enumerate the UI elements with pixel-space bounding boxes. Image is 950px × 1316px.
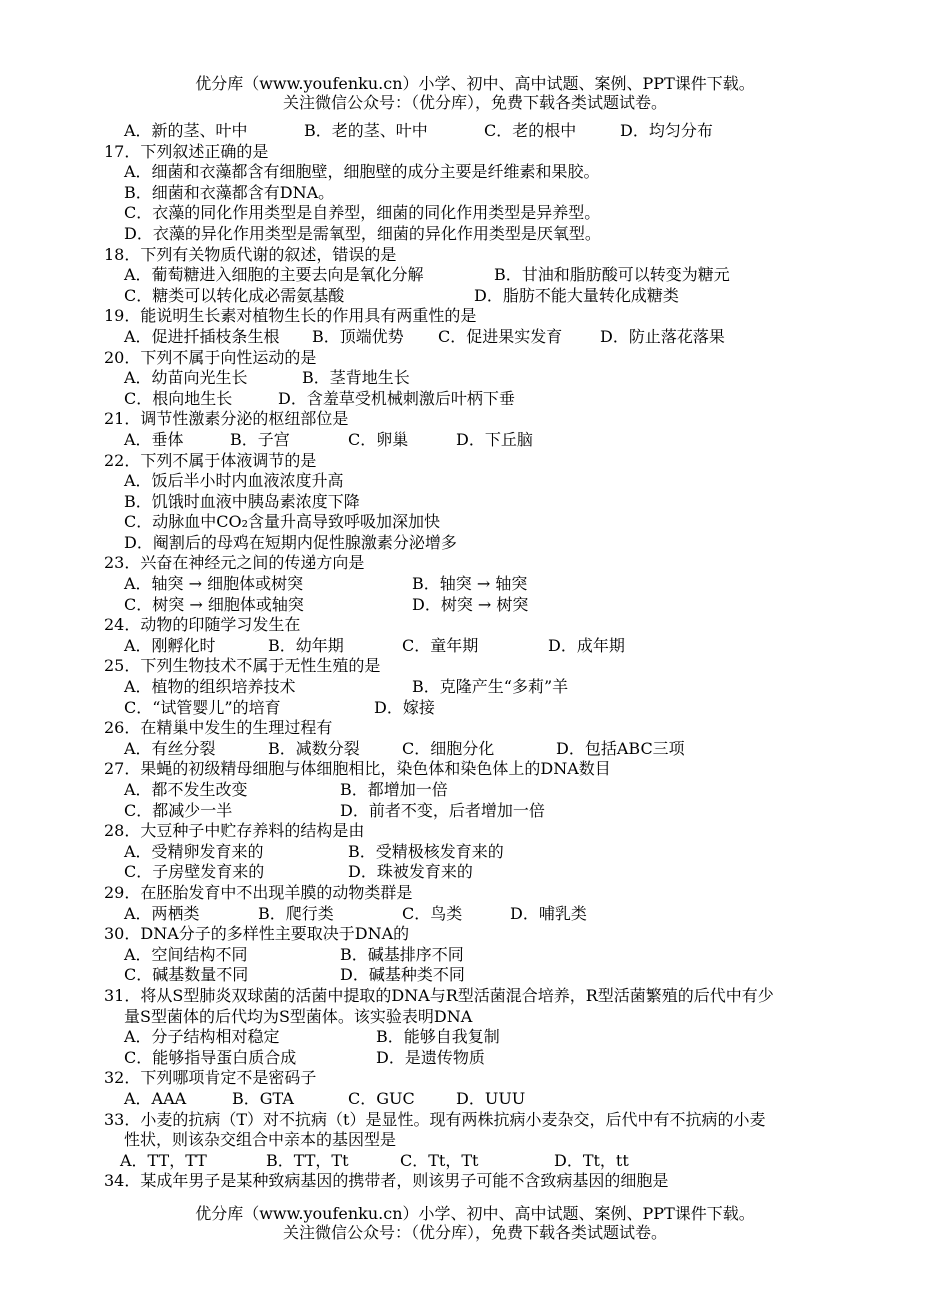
option-row	[104, 203, 904, 224]
option-row	[104, 965, 904, 986]
option-row	[104, 945, 904, 966]
question-stem: 33．小麦的抗病（T）对不抗病（t）是显性。现有两株抗病小麦杂交，后代中有不抗病的小麦	[104, 1109, 766, 1129]
option-row	[104, 677, 904, 698]
option-row	[104, 574, 904, 595]
answer-option: B．轴突 → 轴突	[412, 574, 528, 594]
answer-option: C．根向地生长	[124, 388, 233, 408]
header-line-1: 优分库（www.youfenku.cn）小学、初中、高中试题、案例、PPT课件下载。	[195, 74, 755, 93]
option-row	[104, 492, 904, 513]
question-stem: 28．大豆种子中贮存养料的结构是由	[104, 821, 365, 841]
answer-option: C．卵巢	[348, 429, 409, 449]
header-line-2: 关注微信公众号：（优分库），免费下载各类试题试卷。	[282, 93, 667, 112]
question-stem: 32．下列哪项肯定不是密码子	[104, 1068, 317, 1088]
answer-option: B．减数分裂	[268, 738, 360, 758]
question-stem: 17．下列叙述正确的是	[104, 141, 269, 161]
answer-option: A．TT，TT	[120, 1150, 207, 1170]
answer-option: C．细胞分化	[402, 738, 495, 758]
answer-option: D．脂肪不能大量转化成糖类	[474, 285, 679, 305]
question-stem: 29．在胚胎发育中不出现羊膜的动物类群是	[104, 882, 413, 902]
answer-option: A．葡萄糖进入细胞的主要去向是氧化分解	[124, 265, 424, 285]
answer-option: C．童年期	[402, 635, 479, 655]
question-stem: 18．下列有关物质代谢的叙述，错误的是	[104, 244, 397, 264]
answer-option: B．老的茎、叶中	[304, 121, 428, 140]
answer-option: D．树突 → 树突	[412, 594, 529, 614]
footer-line-2: 关注微信公众号：（优分库），免费下载各类试题试卷。	[282, 1223, 667, 1242]
answer-option: B．幼年期	[268, 635, 344, 655]
answer-option: C．树突 → 细胞体或轴突	[124, 594, 304, 614]
answer-option: D．阉割后的母鸡在短期内促性腺激素分泌增多	[124, 532, 457, 552]
option-row	[104, 389, 904, 410]
answer-option: B．TT，Tt	[266, 1150, 349, 1170]
option-row	[104, 162, 904, 183]
option-row	[104, 121, 904, 142]
option-row	[104, 739, 904, 760]
option-row	[104, 327, 904, 348]
answer-option: D．下丘脑	[456, 429, 533, 449]
answer-option: C．碱基数量不同	[124, 965, 249, 985]
answer-option: B．饥饿时血液中胰岛素浓度下降	[124, 491, 360, 511]
option-row	[104, 265, 904, 286]
option-row	[104, 368, 904, 389]
answer-option: B．甘油和脂肪酸可以转变为糖元	[494, 265, 730, 285]
answer-option: A．新的茎、叶中	[124, 121, 248, 140]
option-row	[104, 636, 904, 657]
option-row	[104, 904, 904, 925]
answer-option: D．是遗传物质	[376, 1047, 485, 1067]
answer-option: B．都增加一倍	[340, 780, 448, 799]
answer-option: D．Tt，tt	[554, 1150, 629, 1170]
option-row	[104, 286, 904, 307]
answer-option: A．轴突 → 细胞体或树突	[124, 574, 304, 594]
answer-option: B．克隆产生“多莉”羊	[412, 677, 569, 697]
option-row	[104, 595, 904, 616]
answer-option: A．细菌和衣藻都含有细胞壁，细胞壁的成分主要是纤维素和果胶。	[124, 162, 600, 182]
answer-option: C．子房壁发育来的	[124, 862, 265, 882]
option-row	[104, 512, 904, 533]
answer-option: C．都减少一半	[124, 800, 233, 820]
option-row	[104, 801, 904, 822]
answer-option: A．幼苗向光生长	[124, 368, 248, 388]
answer-option: B．茎背地生长	[302, 368, 410, 388]
option-row	[104, 471, 904, 492]
option-row	[104, 780, 904, 801]
option-row	[104, 224, 904, 245]
answer-option: B．碱基排序不同	[340, 944, 464, 964]
answer-option: A．饭后半小时内血液浓度升高	[124, 471, 344, 491]
question-stem: 24．动物的印随学习发生在	[104, 615, 301, 635]
answer-option: A．空间结构不同	[124, 944, 248, 964]
answer-option: A．两栖类	[124, 903, 200, 923]
answer-option: C．老的根中	[484, 121, 577, 140]
answer-option: D．防止落花落果	[600, 326, 725, 346]
answer-option: D．哺乳类	[510, 903, 587, 923]
answer-option: A．有丝分裂	[124, 738, 216, 758]
answer-option: D．嫁接	[374, 697, 435, 717]
answer-option: C．能够指导蛋白质合成	[124, 1047, 297, 1067]
question-stem: 19．能说明生长素对植物生长的作用具有两重性的是	[104, 306, 477, 326]
answer-option: B．受精极核发育来的	[348, 841, 504, 861]
question-stem: 21．调节性激素分泌的枢纽部位是	[104, 409, 349, 429]
answer-option: C．糖类可以转化成必需氨基酸	[124, 285, 345, 305]
answer-option: A．促进扦插枝条生根	[124, 326, 280, 346]
answer-option: C．促进果实发育	[438, 326, 563, 346]
answer-option: A．都不发生改变	[124, 780, 248, 799]
question-stem: 31．将从S型肺炎双球菌的活菌中提取的DNA与R型活菌混合培养，R型活菌繁殖的后代中有少	[104, 985, 774, 1005]
question-stem: 25．下列生物技术不属于无性生殖的是	[104, 656, 381, 676]
option-row	[104, 1027, 904, 1048]
answer-option: D．包括ABC三项	[556, 738, 685, 758]
question-stem: 23．兴奋在神经元之间的传递方向是	[104, 553, 365, 573]
option-row	[104, 862, 904, 883]
answer-option: B．顶端优势	[312, 326, 404, 346]
question-stem: 27．果蝇的初级精母细胞与体细胞相比，染色体和染色体上的DNA数目	[104, 759, 611, 779]
option-row	[104, 698, 904, 719]
answer-option: A．分子结构相对稳定	[124, 1027, 280, 1047]
answer-option: C．衣藻的同化作用类型是自养型，细菌的同化作用类型是异养型。	[124, 203, 601, 223]
answer-option: B．能够自我复制	[376, 1027, 500, 1047]
footer-line-1: 优分库（www.youfenku.cn）小学、初中、高中试题、案例、PPT课件下载。	[195, 1204, 755, 1223]
question-stem: 30．DNA分子的多样性主要取决于DNA的	[104, 924, 410, 944]
question-stem-continuation: 性状，则该杂交组合中亲本的基因型是	[124, 1130, 397, 1150]
answer-option: C．鸟类	[402, 903, 463, 923]
answer-option: D．前者不变，后者增加一倍	[340, 800, 545, 820]
option-row	[104, 1048, 904, 1069]
answer-option: D．UUU	[456, 1088, 526, 1108]
answer-option: D．珠被发育来的	[348, 862, 473, 882]
answer-option: B．细菌和衣藻都含有DNA。	[124, 182, 335, 202]
answer-option: C．Tt，Tt	[400, 1150, 479, 1170]
option-row	[104, 183, 904, 204]
answer-option: C．GUC	[348, 1088, 415, 1108]
question-list	[104, 121, 904, 1192]
option-row	[104, 430, 904, 451]
answer-option: D．均匀分布	[620, 121, 713, 140]
page-footer	[0, 1204, 950, 1242]
answer-option: B．GTA	[232, 1088, 294, 1108]
answer-option: D．衣藻的异化作用类型是需氧型，细菌的异化作用类型是厌氧型。	[124, 223, 601, 243]
question-stem: 34．某成年男子是某种致病基因的携带者，则该男子可能不含致病基因的细胞是	[104, 1171, 669, 1191]
option-row	[104, 1089, 904, 1110]
answer-option: C．“试管婴儿”的培育	[124, 697, 281, 717]
answer-option: A．受精卵发育来的	[124, 841, 264, 861]
answer-option: D．含羞草受机械刺激后叶柄下垂	[278, 388, 515, 408]
answer-option: A．AAA	[124, 1088, 187, 1108]
page-header	[0, 74, 950, 112]
question-stem: 26．在精巢中发生的生理过程有	[104, 718, 333, 738]
option-row	[104, 533, 904, 554]
option-row	[104, 1151, 904, 1172]
question-stem: 20．下列不属于向性运动的是	[104, 347, 317, 367]
answer-option: D．碱基种类不同	[340, 965, 465, 985]
answer-option: C．动脉血中CO₂含量升高导致呼吸加深加快	[124, 512, 441, 532]
option-row	[104, 842, 904, 863]
question-stem: 22．下列不属于体液调节的是	[104, 450, 317, 470]
answer-option: A．垂体	[124, 429, 184, 449]
answer-option: A．刚孵化时	[124, 635, 216, 655]
answer-option: A．植物的组织培养技术	[124, 677, 296, 697]
answer-option: B．爬行类	[258, 903, 334, 923]
answer-option: B．子宫	[230, 429, 290, 449]
question-stem-continuation: 量S型菌体的后代均为S型菌体。该实验表明DNA	[124, 1006, 473, 1026]
answer-option: D．成年期	[548, 635, 625, 655]
